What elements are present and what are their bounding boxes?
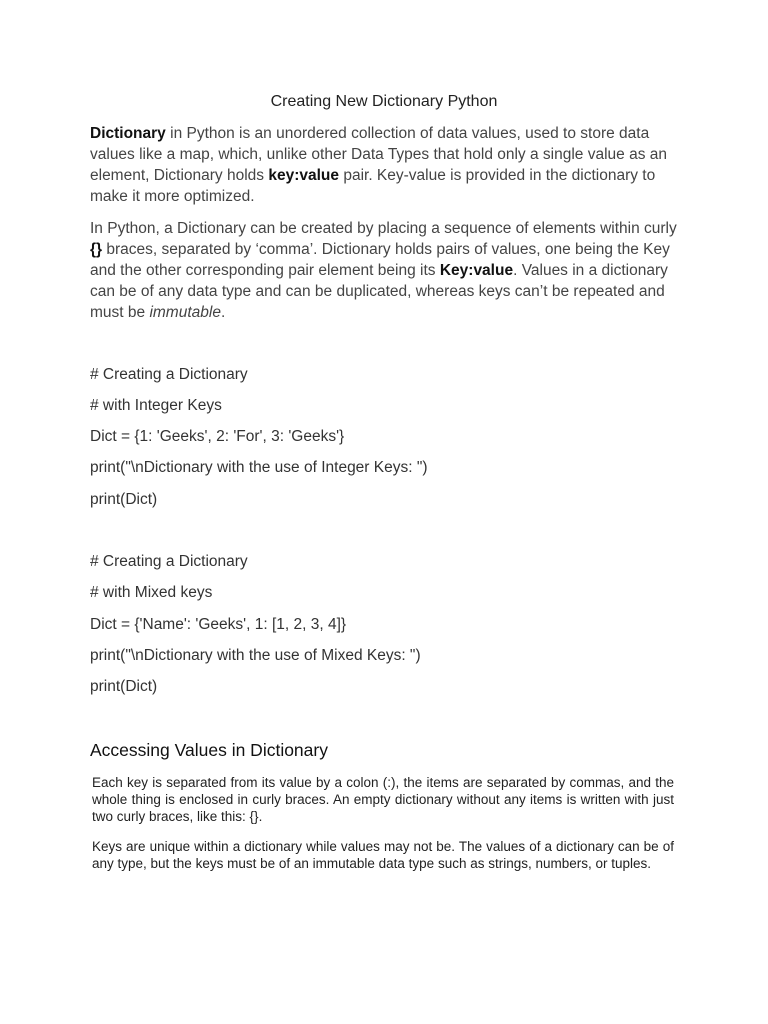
intro-paragraph xyxy=(90,123,690,207)
page-title: Creating New Dictionary Python xyxy=(270,93,498,110)
term-key-value: Key:value xyxy=(439,262,514,279)
para-text: in Python is an unordered collection of data values, used to store data values like a map, which, unlike other Data Types that hold only a single value as an element, Dictionary holds xyxy=(90,125,667,184)
code-line: Dict = {'Name': 'Geeks', 1: [1, 2, 3, 4]} xyxy=(90,616,347,633)
term-dictionary: Dictionary xyxy=(90,125,166,142)
term-braces: {} xyxy=(90,241,103,258)
code-line: print("\nDictionary with the use of Mixed Keys: ") xyxy=(90,647,421,664)
code-line: Dict = {1: 'Geeks', 2: 'For', 3: 'Geeks'} xyxy=(90,428,345,445)
code-line: # Creating a Dictionary xyxy=(90,553,248,570)
body-paragraph: Each key is separated from its value by a colon (:), the items are separated by commas, and the whole thing is enclosed in curly braces. An empty dictionary without any items is written with just two curly braces, like this: {}. xyxy=(92,775,674,824)
code-line: print(Dict) xyxy=(90,491,158,508)
para-text: In Python, a Dictionary can be created by placing a sequence of elements within curly xyxy=(90,220,677,237)
code-line: print("\nDictionary with the use of Integer Keys: ") xyxy=(90,459,428,476)
para-text: braces, separated by ‘comma’. Dictionary holds pairs of values, one being the Key and the other corresponding pair element being its xyxy=(90,241,670,279)
section-heading: Accessing Values in Dictionary xyxy=(90,740,328,760)
term-immutable: immutable xyxy=(149,304,221,321)
code-line: # with Integer Keys xyxy=(90,397,222,414)
para-text: . xyxy=(220,304,226,321)
code-line: # with Mixed keys xyxy=(90,584,213,601)
para-text: . Values in a dictionary can be of any data type and can be duplicated, whereas keys can’t be repeated and must be xyxy=(90,262,668,321)
code-line: # Creating a Dictionary xyxy=(90,366,248,383)
para-text: pair. Key-value is provided in the dictionary to make it more optimized. xyxy=(90,167,656,205)
code-line: print(Dict) xyxy=(90,678,158,695)
term-key-value: key:value xyxy=(268,167,340,184)
body-paragraph: Keys are unique within a dictionary while values may not be. The values of a dictionary can be of any type, but the keys must be of an immutable data type such as strings, numbers, or tuples. xyxy=(92,839,674,871)
creation-paragraph xyxy=(90,218,690,323)
